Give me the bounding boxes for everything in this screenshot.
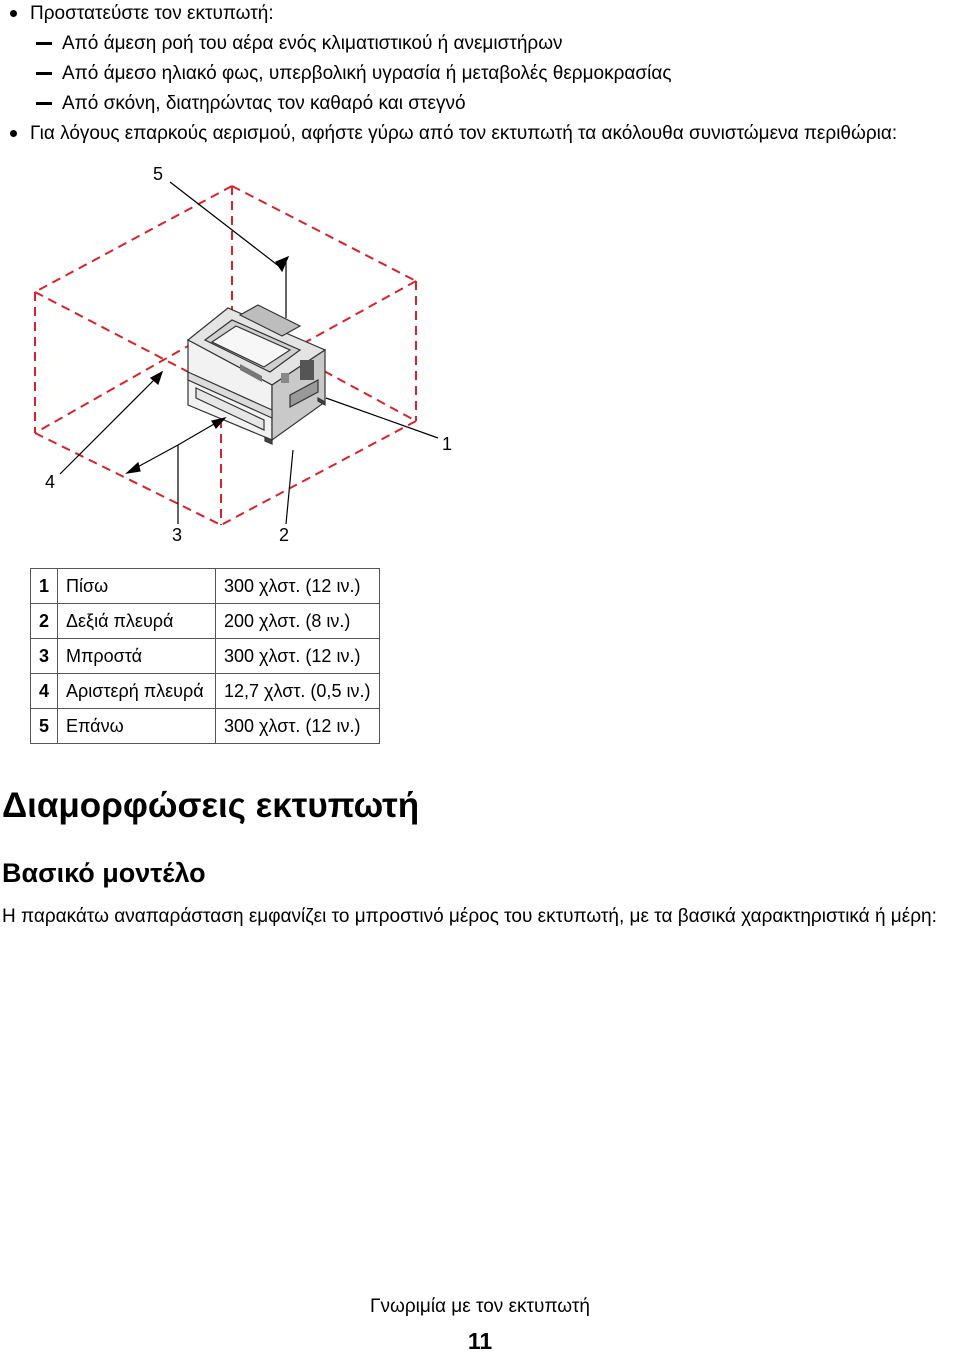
subsection-title: Βασικό μοντέλο [2, 858, 206, 888]
dash-marker [36, 102, 52, 105]
row-side: Επάνω [58, 709, 216, 744]
callout-label: 4 [45, 472, 56, 492]
row-number: 3 [31, 639, 58, 674]
row-distance: 200 χλστ. (8 ιν.) [216, 604, 380, 639]
bullet-protect: Προστατεύστε τον εκτυπωτή: [30, 3, 274, 24]
row-number: 5 [31, 709, 58, 744]
row-side: Δεξιά πλευρά [58, 604, 216, 639]
callout-label: 1 [442, 434, 453, 454]
printer-illustration [188, 305, 325, 444]
row-distance: 12,7 χλστ. (0,5 ιν.) [216, 674, 380, 709]
sub-item-dust: Από σκόνη, διατηρώντας τον καθαρό και στεγνό [62, 93, 466, 114]
row-side: Αριστερή πλευρά [58, 674, 216, 709]
printer-clearance-diagram [0, 150, 470, 550]
clearance-legend-table [30, 568, 380, 744]
dash-marker [36, 72, 52, 75]
table-row [31, 569, 380, 604]
section-title: Διαμορφώσεις εκτυπωτή [2, 786, 420, 825]
dash-marker [36, 42, 52, 45]
table-row [31, 674, 380, 709]
row-distance: 300 χλστ. (12 ιν.) [216, 709, 380, 744]
callout-label: 3 [172, 525, 183, 545]
bullet-ventilation: Για λόγους επαρκούς αερισμού, αφήστε γύρω από τον εκτυπωτή τα ακόλουθα συνιστώμενα περιθώρια: [30, 123, 898, 144]
bullet-dot [10, 10, 17, 17]
row-number: 4 [31, 674, 58, 709]
table-row [31, 639, 380, 674]
row-side: Μπροστά [58, 639, 216, 674]
callout-label: 2 [279, 525, 290, 545]
sub-item-airflow: Από άμεση ροή του αέρα ενός κλιματιστικού ή ανεμιστήρων [62, 33, 563, 54]
table-row [31, 709, 380, 744]
page-number: 11 [467, 1328, 493, 1354]
row-side: Πίσω [58, 569, 216, 604]
bullet-dot [10, 130, 17, 137]
intro-paragraph: Η παρακάτω αναπαράσταση εμφανίζει το μπροστινό μέρος του εκτυπωτή, με τα βασικά χαρακτηριστικά ή μέρη: [2, 906, 937, 927]
row-number: 1 [31, 569, 58, 604]
footer-chapter: Γνωριμία με τον εκτυπωτή [370, 1296, 590, 1317]
sub-item-sunlight: Από άμεσο ηλιακό φως, υπερβολική υγρασία ή μεταβολές θερμοκρασίας [62, 63, 672, 84]
table-row [31, 604, 380, 639]
row-distance: 300 χλστ. (12 ιν.) [216, 639, 380, 674]
callout-label: 5 [153, 164, 164, 184]
row-distance: 300 χλστ. (12 ιν.) [216, 569, 380, 604]
row-number: 2 [31, 604, 58, 639]
